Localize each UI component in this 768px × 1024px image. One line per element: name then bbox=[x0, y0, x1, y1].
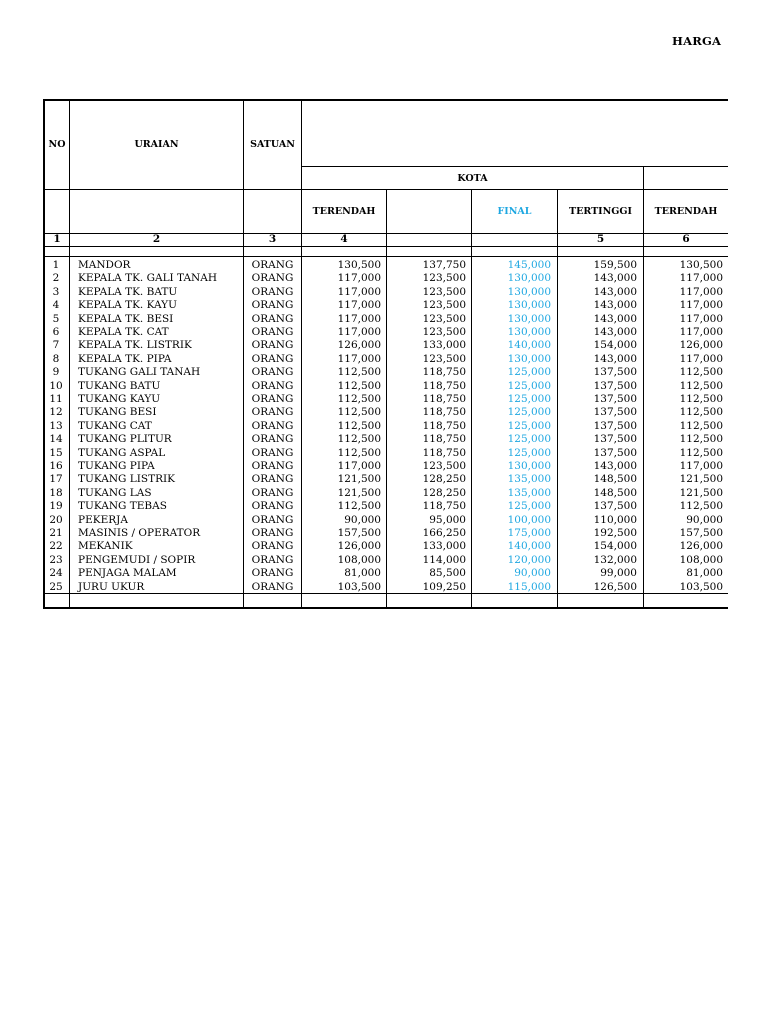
row-terendah: 121,500 bbox=[337, 486, 381, 499]
row-satuan: ORANG bbox=[251, 379, 294, 392]
row-final: 130,000 bbox=[507, 285, 551, 298]
table-row bbox=[43, 393, 728, 406]
row-middle: 118,750 bbox=[422, 419, 466, 432]
row-uraian: KEPALA TK. CAT bbox=[78, 326, 169, 338]
table-row bbox=[43, 581, 728, 594]
row-terendah-2: 112,500 bbox=[679, 366, 723, 379]
row-terendah-2: 117,000 bbox=[679, 285, 723, 298]
table-row bbox=[43, 447, 728, 460]
row-final: 125,000 bbox=[507, 393, 551, 405]
row-terendah-2: 112,500 bbox=[679, 419, 723, 432]
row-tertinggi: 154,000 bbox=[593, 339, 637, 352]
row-terendah-2: 126,000 bbox=[679, 339, 723, 352]
row-uraian: TUKANG GALI TANAH bbox=[78, 366, 201, 379]
row-terendah-2: 112,500 bbox=[679, 379, 723, 392]
row-final: 125,000 bbox=[507, 419, 551, 432]
row-terendah-2: 117,000 bbox=[679, 272, 723, 285]
wage-table bbox=[43, 99, 728, 609]
row-tertinggi: 143,000 bbox=[593, 460, 637, 472]
row-satuan: ORANG bbox=[251, 513, 294, 526]
row-final: 125,000 bbox=[507, 500, 551, 513]
row-terendah-2: 121,500 bbox=[679, 486, 723, 499]
row-middle: 118,750 bbox=[422, 366, 466, 379]
row-middle: 128,250 bbox=[422, 473, 466, 486]
row-uraian: MEKANIK bbox=[78, 540, 133, 553]
row-tertinggi: 110,000 bbox=[593, 513, 637, 526]
table-row bbox=[43, 380, 728, 393]
header-no: NO bbox=[48, 139, 66, 150]
row-satuan: ORANG bbox=[251, 567, 294, 580]
row-number: 13 bbox=[49, 419, 63, 432]
row-terendah-2: 112,500 bbox=[679, 500, 723, 513]
row-satuan: ORANG bbox=[251, 259, 294, 271]
row-tertinggi: 126,500 bbox=[593, 580, 637, 593]
row-middle: 133,000 bbox=[422, 540, 466, 553]
row-terendah-2: 157,500 bbox=[679, 527, 723, 539]
row-tertinggi: 143,000 bbox=[593, 312, 637, 325]
row-uraian: TUKANG ASPAL bbox=[78, 446, 166, 459]
row-uraian: TUKANG LISTRIK bbox=[78, 473, 175, 486]
row-uraian: TUKANG BESI bbox=[78, 406, 157, 419]
row-terendah-2: 112,500 bbox=[679, 406, 723, 419]
row-middle: 118,750 bbox=[422, 379, 466, 392]
row-satuan: ORANG bbox=[251, 285, 294, 298]
row-terendah-2: 81,000 bbox=[686, 567, 723, 580]
row-tertinggi: 192,500 bbox=[593, 527, 637, 539]
row-terendah-2: 90,000 bbox=[686, 513, 723, 526]
row-satuan: ORANG bbox=[251, 339, 294, 352]
row-final: 135,000 bbox=[507, 473, 551, 486]
row-final: 125,000 bbox=[507, 366, 551, 379]
row-middle: 95,000 bbox=[429, 513, 466, 526]
row-number: 1 bbox=[52, 259, 60, 271]
row-terendah: 117,000 bbox=[337, 272, 381, 285]
row-uraian: KEPALA TK. BESI bbox=[78, 312, 174, 325]
table-row bbox=[43, 299, 728, 312]
row-uraian: JURU UKUR bbox=[78, 580, 145, 593]
row-middle: 85,500 bbox=[429, 567, 466, 580]
row-number: 25 bbox=[49, 580, 63, 593]
row-number: 23 bbox=[49, 553, 63, 566]
row-final: 175,000 bbox=[507, 527, 551, 539]
table-row bbox=[43, 420, 728, 433]
row-middle: 118,750 bbox=[422, 433, 466, 446]
row-number: 16 bbox=[49, 460, 63, 472]
row-tertinggi: 137,500 bbox=[593, 393, 637, 405]
row-terendah: 81,000 bbox=[344, 567, 381, 580]
row-uraian: TUKANG PLITUR bbox=[78, 433, 172, 446]
row-uraian: KEPALA TK. LISTRIK bbox=[78, 339, 192, 352]
row-satuan: ORANG bbox=[251, 580, 294, 593]
row-final: 115,000 bbox=[507, 580, 551, 593]
row-terendah: 117,000 bbox=[337, 285, 381, 298]
row-terendah: 117,000 bbox=[337, 312, 381, 325]
row-middle: 123,500 bbox=[422, 460, 466, 472]
row-uraian: PENJAGA MALAM bbox=[78, 567, 177, 580]
row-terendah-2: 117,000 bbox=[679, 326, 723, 338]
row-number: 18 bbox=[49, 486, 63, 499]
row-number: 8 bbox=[52, 352, 60, 365]
row-uraian: TUKANG KAYU bbox=[78, 393, 161, 405]
table-row bbox=[43, 500, 728, 513]
row-terendah: 108,000 bbox=[337, 553, 381, 566]
row-satuan: ORANG bbox=[251, 419, 294, 432]
row-number: 15 bbox=[49, 446, 63, 459]
row-number: 14 bbox=[49, 433, 63, 446]
row-number: 9 bbox=[52, 366, 60, 379]
row-uraian: KEPALA TK. PIPA bbox=[78, 352, 172, 365]
row-satuan: ORANG bbox=[251, 352, 294, 365]
row-final: 135,000 bbox=[507, 486, 551, 499]
row-final: 125,000 bbox=[507, 379, 551, 392]
row-uraian: KEPALA TK. KAYU bbox=[78, 299, 177, 312]
row-terendah: 121,500 bbox=[337, 473, 381, 486]
row-terendah: 112,500 bbox=[337, 379, 381, 392]
row-middle: 118,750 bbox=[422, 406, 466, 419]
row-satuan: ORANG bbox=[251, 500, 294, 513]
row-uraian: TUKANG CAT bbox=[78, 419, 152, 432]
table-row bbox=[43, 259, 728, 272]
row-middle: 123,500 bbox=[422, 326, 466, 338]
row-tertinggi: 137,500 bbox=[593, 406, 637, 419]
row-terendah: 126,000 bbox=[337, 540, 381, 553]
row-final: 130,000 bbox=[507, 299, 551, 312]
table-row bbox=[43, 567, 728, 580]
row-uraian: PEKERJA bbox=[78, 513, 128, 526]
row-number: 3 bbox=[52, 285, 60, 298]
row-number: 7 bbox=[52, 339, 60, 352]
table-row bbox=[43, 554, 728, 567]
row-number: 17 bbox=[49, 473, 63, 486]
row-terendah: 112,500 bbox=[337, 433, 381, 446]
row-number: 11 bbox=[49, 393, 63, 405]
row-satuan: ORANG bbox=[251, 446, 294, 459]
row-satuan: ORANG bbox=[251, 460, 294, 472]
row-satuan: ORANG bbox=[251, 433, 294, 446]
table-row bbox=[43, 433, 728, 446]
column-number-1: 1 bbox=[53, 233, 61, 245]
row-middle: 128,250 bbox=[422, 486, 466, 499]
row-middle: 118,750 bbox=[422, 500, 466, 513]
row-middle: 137,750 bbox=[422, 259, 466, 271]
row-uraian: KEPALA TK. BATU bbox=[78, 285, 178, 298]
row-final: 140,000 bbox=[507, 540, 551, 553]
table-row bbox=[43, 313, 728, 326]
row-terendah-2: 108,000 bbox=[679, 553, 723, 566]
row-terendah: 112,500 bbox=[337, 366, 381, 379]
row-final: 140,000 bbox=[507, 339, 551, 352]
row-middle: 123,500 bbox=[422, 299, 466, 312]
header-uraian: URAIAN bbox=[134, 139, 179, 150]
row-satuan: ORANG bbox=[251, 406, 294, 419]
row-final: 130,000 bbox=[507, 460, 551, 472]
table-row bbox=[43, 514, 728, 527]
row-terendah: 90,000 bbox=[344, 513, 381, 526]
row-terendah: 112,500 bbox=[337, 393, 381, 405]
column-number-4: 4 bbox=[340, 233, 348, 245]
table-rule bbox=[301, 166, 728, 167]
row-final: 130,000 bbox=[507, 272, 551, 285]
row-uraian: TUKANG LAS bbox=[78, 486, 152, 499]
row-middle: 123,500 bbox=[422, 272, 466, 285]
row-tertinggi: 148,500 bbox=[593, 473, 637, 486]
table-row bbox=[43, 366, 728, 379]
row-satuan: ORANG bbox=[251, 366, 294, 379]
table-border-top bbox=[43, 99, 728, 101]
header-tertinggi: TERTINGGI bbox=[569, 206, 632, 217]
row-tertinggi: 99,000 bbox=[600, 567, 637, 580]
table-row bbox=[43, 473, 728, 486]
row-tertinggi: 154,000 bbox=[593, 540, 637, 553]
row-satuan: ORANG bbox=[251, 473, 294, 486]
row-satuan: ORANG bbox=[251, 312, 294, 325]
row-terendah: 112,500 bbox=[337, 406, 381, 419]
row-terendah-2: 103,500 bbox=[679, 580, 723, 593]
row-uraian: TUKANG BATU bbox=[78, 379, 161, 392]
row-middle: 123,500 bbox=[422, 285, 466, 298]
row-terendah: 112,500 bbox=[337, 500, 381, 513]
row-uraian: KEPALA TK. GALI TANAH bbox=[78, 272, 217, 285]
row-final: 90,000 bbox=[514, 567, 551, 580]
row-final: 145,000 bbox=[507, 259, 551, 271]
row-number: 2 bbox=[52, 272, 60, 285]
column-number-3: 3 bbox=[268, 233, 277, 245]
row-terendah: 112,500 bbox=[337, 419, 381, 432]
row-number: 21 bbox=[49, 527, 63, 539]
row-uraian: TUKANG TEBAS bbox=[78, 500, 167, 513]
column-number-6: 6 bbox=[682, 233, 690, 245]
row-tertinggi: 143,000 bbox=[593, 326, 637, 338]
row-middle: 133,000 bbox=[422, 339, 466, 352]
row-terendah-2: 112,500 bbox=[679, 393, 723, 405]
table-row bbox=[43, 326, 728, 339]
row-tertinggi: 143,000 bbox=[593, 299, 637, 312]
row-tertinggi: 137,500 bbox=[593, 500, 637, 513]
header-terendah-2: TERENDAH bbox=[654, 206, 718, 217]
row-terendah-2: 117,000 bbox=[679, 299, 723, 312]
row-uraian: TUKANG PIPA bbox=[78, 460, 155, 472]
row-number: 4 bbox=[52, 299, 60, 312]
row-middle: 123,500 bbox=[422, 352, 466, 365]
row-terendah: 157,500 bbox=[337, 527, 381, 539]
row-number: 22 bbox=[49, 540, 63, 553]
row-middle: 118,750 bbox=[422, 446, 466, 459]
row-terendah: 130,500 bbox=[337, 259, 381, 271]
row-terendah: 117,000 bbox=[337, 352, 381, 365]
row-terendah-2: 112,500 bbox=[679, 433, 723, 446]
column-number-5: 5 bbox=[596, 233, 605, 245]
header-kota: KOTA bbox=[457, 173, 488, 184]
row-middle: 118,750 bbox=[422, 393, 466, 405]
row-terendah-2: 112,500 bbox=[679, 446, 723, 459]
table-row bbox=[43, 487, 728, 500]
row-final: 120,000 bbox=[507, 553, 551, 566]
header-final: FINAL bbox=[497, 206, 532, 217]
table-row bbox=[43, 527, 728, 540]
row-middle: 166,250 bbox=[422, 527, 466, 539]
row-final: 125,000 bbox=[507, 433, 551, 446]
row-number: 20 bbox=[49, 513, 63, 526]
row-satuan: ORANG bbox=[251, 527, 294, 539]
row-satuan: ORANG bbox=[251, 486, 294, 499]
row-terendah: 117,000 bbox=[337, 299, 381, 312]
row-tertinggi: 137,500 bbox=[593, 433, 637, 446]
row-final: 130,000 bbox=[507, 326, 551, 338]
row-uraian: MANDOR bbox=[78, 259, 131, 271]
row-tertinggi: 143,000 bbox=[593, 272, 637, 285]
table-row bbox=[43, 286, 728, 299]
row-satuan: ORANG bbox=[251, 272, 294, 285]
header-satuan: SATUAN bbox=[250, 139, 295, 150]
table-row bbox=[43, 272, 728, 285]
row-tertinggi: 137,500 bbox=[593, 379, 637, 392]
table-row bbox=[43, 540, 728, 553]
row-terendah-2: 117,000 bbox=[679, 460, 723, 472]
table-row bbox=[43, 339, 728, 352]
row-final: 130,000 bbox=[507, 352, 551, 365]
table-row bbox=[43, 460, 728, 473]
row-number: 5 bbox=[52, 312, 60, 325]
row-final: 125,000 bbox=[507, 406, 551, 419]
row-number: 24 bbox=[49, 567, 63, 580]
row-final: 130,000 bbox=[507, 312, 551, 325]
header-terendah: TERENDAH bbox=[312, 206, 376, 217]
row-number: 10 bbox=[49, 379, 63, 392]
row-final: 125,000 bbox=[507, 446, 551, 459]
row-uraian: PENGEMUDI / SOPIR bbox=[78, 553, 196, 566]
table-row bbox=[43, 353, 728, 366]
row-tertinggi: 137,500 bbox=[593, 366, 637, 379]
row-terendah: 117,000 bbox=[337, 460, 381, 472]
row-final: 100,000 bbox=[507, 513, 551, 526]
row-tertinggi: 143,000 bbox=[593, 285, 637, 298]
row-satuan: ORANG bbox=[251, 326, 294, 338]
row-middle: 109,250 bbox=[422, 580, 466, 593]
row-middle: 114,000 bbox=[422, 553, 466, 566]
row-tertinggi: 159,500 bbox=[593, 259, 637, 271]
row-tertinggi: 148,500 bbox=[593, 486, 637, 499]
page-title: HARGA bbox=[672, 34, 722, 48]
row-terendah-2: 121,500 bbox=[679, 473, 723, 486]
row-terendah: 117,000 bbox=[337, 326, 381, 338]
row-number: 12 bbox=[49, 406, 63, 419]
row-satuan: ORANG bbox=[251, 553, 294, 566]
row-uraian: MASINIS / OPERATOR bbox=[78, 527, 201, 539]
row-satuan: ORANG bbox=[251, 393, 294, 405]
row-terendah-2: 117,000 bbox=[679, 312, 723, 325]
row-satuan: ORANG bbox=[251, 299, 294, 312]
row-tertinggi: 137,500 bbox=[593, 446, 637, 459]
row-tertinggi: 137,500 bbox=[593, 419, 637, 432]
table-row bbox=[43, 406, 728, 419]
row-tertinggi: 132,000 bbox=[593, 553, 637, 566]
row-middle: 123,500 bbox=[422, 312, 466, 325]
column-number-2: 2 bbox=[152, 233, 161, 245]
row-terendah-2: 126,000 bbox=[679, 540, 723, 553]
row-satuan: ORANG bbox=[251, 540, 294, 553]
row-number: 6 bbox=[52, 326, 60, 338]
row-terendah: 112,500 bbox=[337, 446, 381, 459]
row-tertinggi: 143,000 bbox=[593, 352, 637, 365]
row-number: 19 bbox=[49, 500, 63, 513]
row-terendah: 103,500 bbox=[337, 580, 381, 593]
row-terendah-2: 130,500 bbox=[679, 259, 723, 271]
row-terendah-2: 117,000 bbox=[679, 352, 723, 365]
row-terendah: 126,000 bbox=[337, 339, 381, 352]
